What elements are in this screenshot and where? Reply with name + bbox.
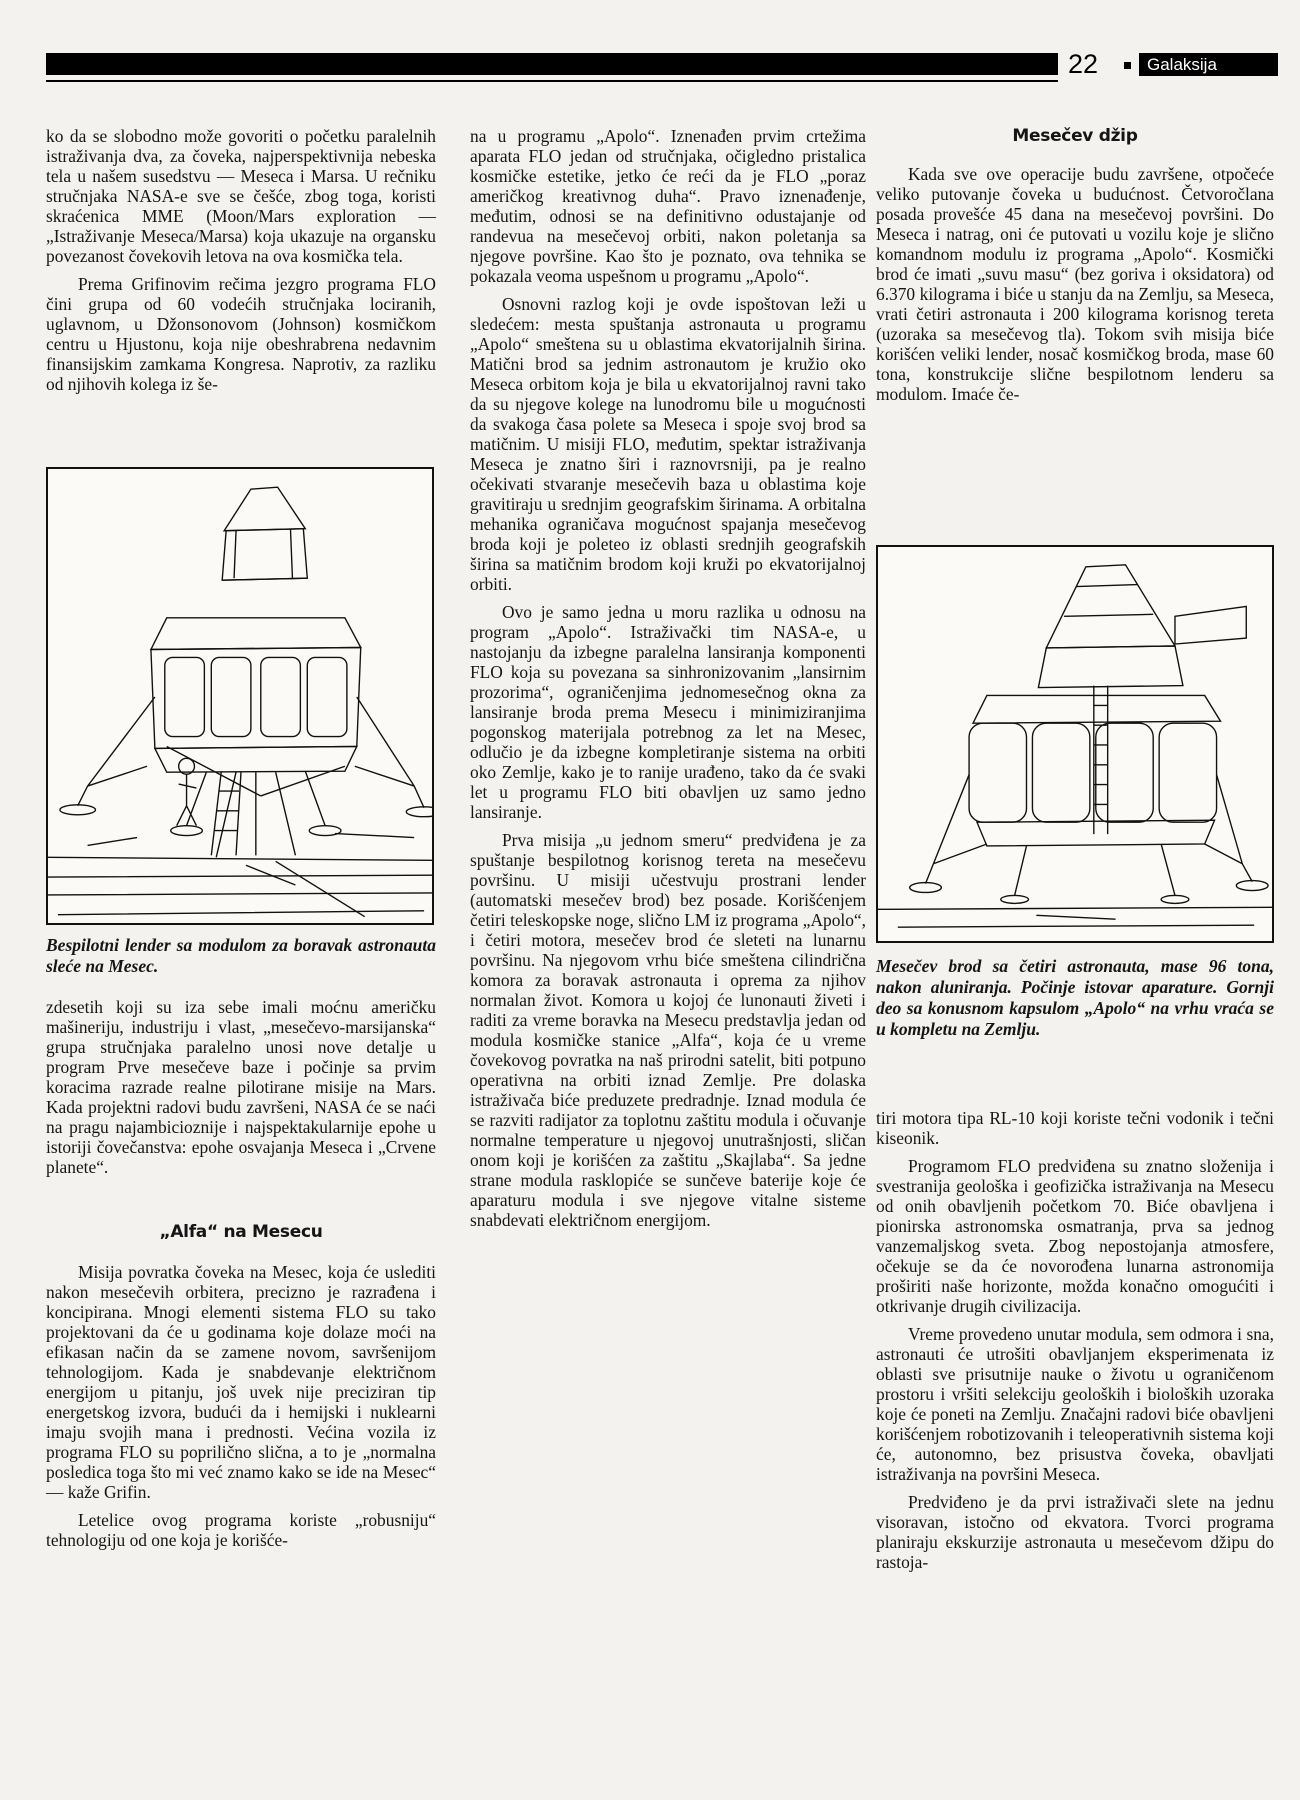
column-3-top [876,164,1274,404]
lander-illustration [48,469,432,923]
header-bar [46,53,1058,75]
column-3-bottom [876,1108,1274,1572]
magazine-name: Galaksija [1139,53,1278,76]
paragraph: Misija povratka čoveka na Mesec, koja će uslediti nakon mesečevih orbitera, precizno je razrađena i koncipirana. Mnogi elementi sistema FLO su tako projektovani da će u godinama koje dolaze moći na efikasan način da se zamene novom, savršenijom tehnologijom. Kada je snabdevanje električnom energijom u pitanju, još uvek nije preciziran tip energetskog izvora, budući da i hemijski i nuklearni imaju svojih mana i prednosti. Većina vozila iz programa FLO su poprilično slična, a to je „normalna posledica toga što mi već znamo kako se ide na Mesec“ — kaže Grifin. [46,1262,436,1502]
heading-alfa [46,1222,436,1242]
page-header [46,50,1278,82]
paragraph: tiri motora tipa RL-10 koji koriste tečni vodonik i tečni kiseonik. [876,1108,1274,1148]
column-1-top [46,126,436,394]
heading-dzip [876,126,1274,146]
header-bullet [1124,62,1131,69]
column-1-alfa [46,1262,436,1550]
paragraph: ko da se slobodno može govoriti o početku paralelnih istraživanja dva, za čoveka, najperspektivnija nebeska tela u našem susedstvu — Meseca i Marsa. U rečniku stručnjaka NASA-e sve se češće, zbog toga, koristi skraćenica MME (Moon/Mars exploration — „Istraživanje Meseca/Marsa) koja ukazuje na organsku povezanost čovekovih letova na ova kosmička tela. [46,126,436,266]
paragraph: zdesetih koji su iza sebe imali moćnu američku mašineriju, industriju i vlast, „mesečevo-marsijanska“ grupa stručnjaka paralelno unosi nove detalje u program Prve mesečeve baze i počinje sa prvim koracima razrade realne pilotirane misije na Mars. Kada projektni radovi budu završeni, NASA će se naći na pragu najambicioznije i najspektakularnije epohe u istoriji čovečanstva: epohe osvajanja Meseca i „Crvene planete“. [46,997,436,1177]
header-rule [46,80,1058,82]
moon-ship-illustration [878,547,1272,941]
paragraph: Kada sve ove operacije budu završene, otpočeće veliko putovanje čoveka u budućnost. Četvoročlana posada provešće 45 dana na mesečevoj površini. Do Meseca i natrag, oni će putovati u vozilu koje je slično komandnom modulu iz programa „Apolo“. Kosmički brod će imati „suvu masu“ (bez goriva i oksidatora) od 6.370 kilograma i biće u stanju da na Zemlju, sa Meseca, vrati četiri astronauta i 200 kilograma korisnog tereta (uzoraka sa mesečevog tla). Tokom svih misija biće korišćen veliki lender, nosač kosmičkog broda, mase 60 tona, konstrukcije slične bespilotnom lenderu sa modulom. Imaće če- [876,164,1274,404]
section-heading: „Alfa“ na Mesecu [159,1222,323,1242]
section-heading: Mesečev džip [1012,126,1138,146]
figure-2-caption: Mesečev brod sa četiri astronauta, mase 96 tona, nakon aluniranja. Počinje istovar aparature. Gornji deo sa konusnom kapsulom „Apolo“ na vrhu vraća se u kompletu na Zemlju. [876,956,1274,1039]
column-2 [470,126,866,1230]
figure-moon-ship [876,545,1274,943]
paragraph: Letelice ovog programa koriste „robusniju“ tehnologiju od one koja je korišće- [46,1510,436,1550]
figure-lander-module [46,467,434,925]
paragraph: Predviđeno je da prvi istraživači slete na jednu visoravan, istočno od ekvatora. Tvorci programa planiraju ekskurzije astronauta u mesečevom džipu do rastoja- [876,1492,1274,1572]
paragraph: Prema Grifinovim rečima jezgro programa FLO čini grupa od 60 vodećih stručnjaka lociranih, uglavnom, u Džonsonovom (Johnson) kosmičkom centru u Hjustonu, koja nije obeshrabrena nedavnim finansijskim zamkama Kongresa. Naprotiv, za razliku od njihovih kolega iz še- [46,274,436,394]
page-number: 22 [1068,49,1099,79]
paragraph: Prva misija „u jednom smeru“ predviđena je za spuštanje bespilotnog korisnog tereta na mesečevu površinu. U misiji učestvuju prostrani lender (automatski mesečev brod) bez posade. Korišćenjem četiri teleskopske noge, slično LM iz programa „Apolo“, i četiri motora, mesečev brod će sleteti na lunarnu površinu. Na njegovom vrhu biće smeštena cilindrična komora za boravak astronauta i oprema za njihov normalan život. Komora u kojoj će lunonauti živeti i raditi za vreme boravka na Mesecu predstavlja jedan od modula kosmičke stanice „Alfa“, koja će u vreme čovekovog povratka na naš prirodni satelit, biti potpuno operativna na orbiti iznad Zemlje. Pre dolaska istraživača biće preduzete predradnje. Iznad modula će se razviti radijator za toplotnu zaštitu modula i očuvanje normalne temperature u njegovoj unutrašnjosti, sličan onom koji je korišćen za zaštitu „Skajlaba“. Sa jedne strane modula rasklopiće se sunčeve baterije koje će aparaturu modula i sve njegove vitalne sisteme snabdevati električnom energijom. [470,830,866,1230]
paragraph: Ovo je samo jedna u moru razlika u odnosu na program „Apolo“. Istraživački tim NASA-e, u nastojanju da izbegne paralelna lansiranja komponenti FLO koja su povezana sa sinhronizovanim „lansirnim prozorima“, ograničenjima jednomesečnog okna za lansiranje broda prema Mesecu i minimiziranjima pogonskog materijala potrebnog za let na Mesec, odlučio je da izbegne kompletiranje sistema na orbiti oko Zemlje, kako je to ranije urađeno, tako da će svaki let u programu FLO biti obavljen uz samo jedno lansiranje. [470,602,866,822]
paragraph: Programom FLO predviđena su znatno složenija i svestranija geološka i geofizička istraživanja na Mesecu od onih obavljenih početkom 70. Biće obavljena i pionirska astronomska osmatranja, prva sa jednog vanzemaljskog sveta. Zbog nepostojanja atmosfere, očekuje se da će novorođena lunarna astronomija proširiti naše horizonte, možda konačno omogućiti i otkrivanje drugih civilizacija. [876,1156,1274,1316]
paragraph: Osnovni razlog koji je ovde ispoštovan leži u sledećem: mesta spuštanja astronauta u programu „Apolo“ smeštena su u oblastima ekvatorijalnih širina. Matični brod sa jednim astronautom je kružio oko Meseca orbitom koja je bila u ekvatorijalnoj ravni tako da su njegove kolege na lunodromu bile u mogućnosti da svakoga časa polete sa Meseca i spoje svoj brod sa matičnim. U misiji FLO, međutim, spektar istraživanja Meseca je znatno širi i raznovrsniji, pa je realno očekivati stvaranje mesečevih baza u oblastima koje gravitiraju u srednjim geografskim širinama. A orbitalna mehanika ograničava mogućnost spajanja mesečevog broda koji je poleteo iz oblasti srednjih geografskih širina sa matičnim brodom koji kruži po ekvatorijalnoj orbiti. [470,294,866,594]
figure-1-caption: Bespilotni lender sa modulom za boravak astronauta sleće na Mesec. [46,935,436,976]
column-1-bottom [46,997,436,1177]
paragraph: na u programu „Apolo“. Iznenađen prvim crtežima aparata FLO jedan od stručnjaka, očigledno pristalica kosmičke estetike, jetko će reći da je FLO „poraz američkog kreativnog duha“. Pravo iznenađenje, međutim, odnosi se na definitivno odustajanje od randevua na mesečevoj orbiti, nakon poletanja sa njegove površine. Kao što je poznato, ova tehnika se pokazala veoma uspešnom u programu „Apolo“. [470,126,866,286]
paragraph: Vreme provedeno unutar modula, sem odmora i sna, astronauti će utrošiti obavljanjem eksperimenata iz oblasti sve prisutnije nauke o životu u ograničenom prostoru i vršiti selekciju geoloških i bioloških uzoraka koje će poneti na Zemlju. Značajni radovi biće obavljeni korišćenjem robotizovanih i teleoperativnih sistema koji će, autonomno, bez prisustva čoveka, obavljati istraživanja na površini Meseca. [876,1324,1274,1484]
